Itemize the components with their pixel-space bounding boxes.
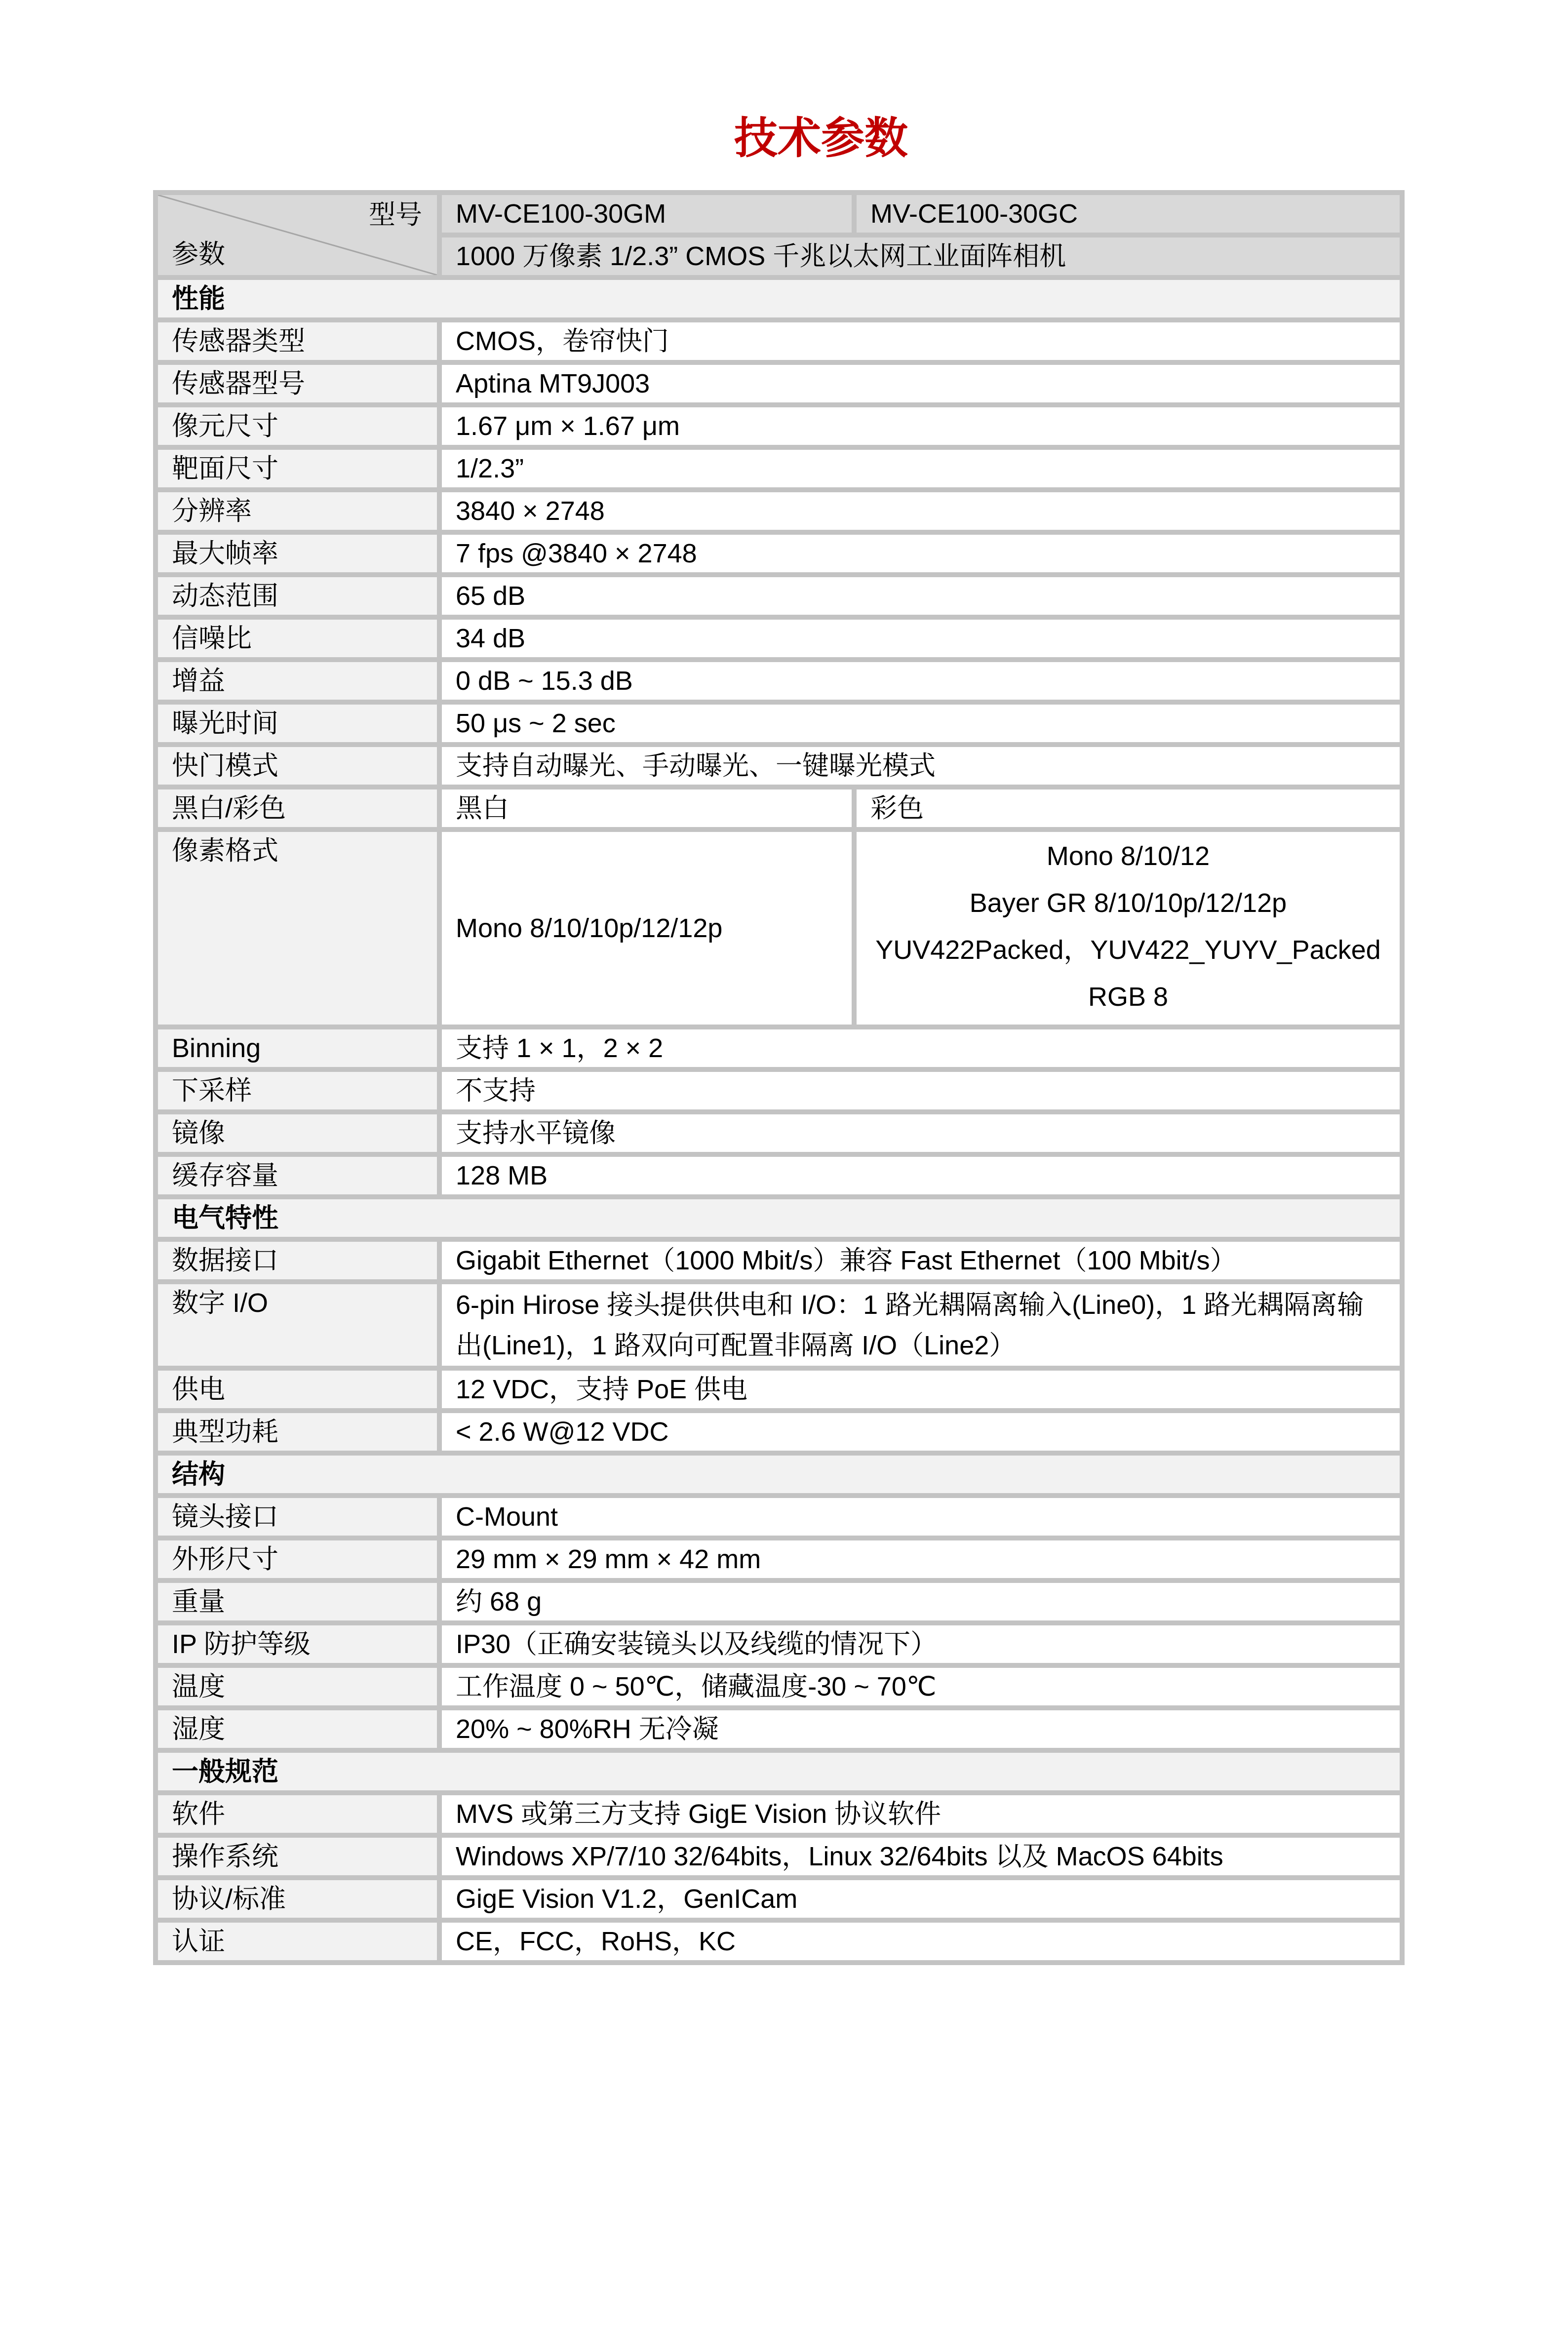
row-label: 数据接口 [158,1242,437,1279]
row-value: 65 dB [442,577,1400,615]
row-value: 工作温度 0 ~ 50℃，储藏温度-30 ~ 70℃ [442,1668,1400,1705]
pixel-format-line: Mono 8/10/12 [1046,841,1210,871]
row-label: 协议/标准 [158,1880,437,1918]
pixel-format-line: YUV422Packed，YUV422_YUYV_Packed [875,935,1381,965]
row-value: 0 dB ~ 15.3 dB [442,662,1400,700]
header-diagonal-cell [158,195,437,275]
header-param-label: 参数 [172,239,225,269]
row-value: 不支持 [442,1072,1400,1109]
row-value-color: 彩色 [857,789,1400,827]
row-value: MVS 或第三方支持 GigE Vision 协议软件 [442,1795,1400,1833]
row-value: 20% ~ 80%RH 无冷凝 [442,1710,1400,1748]
row-label: 数字 I/O [158,1284,437,1366]
row-value: C-Mount [442,1498,1400,1536]
row-value: IP30（正确安装镜头以及线缆的情况下） [442,1625,1400,1663]
page-title: 技术参数 [734,114,908,162]
pixel-format-line: Bayer GR 8/10/10p/12/12p [969,888,1287,918]
row-label: 信噪比 [158,620,437,657]
row-value: Windows XP/7/10 32/64bits，Linux 32/64bits 以及 MacOS 64bits [442,1838,1400,1875]
model-name-gc: MV-CE100-30GC [857,195,1400,233]
row-label: 传感器类型 [158,322,437,360]
row-value: 3840 × 2748 [442,492,1400,530]
row-label: 湿度 [158,1710,437,1748]
spec-table [153,190,1405,1965]
row-value: Aptina MT9J003 [442,365,1400,402]
row-label: 温度 [158,1668,437,1705]
row-label: 典型功耗 [158,1413,437,1451]
row-value: 约 68 g [442,1583,1400,1620]
row-value: 128 MB [442,1157,1400,1194]
section-header: 一般规范 [158,1753,1400,1790]
row-value-mono: Mono 8/10/10p/12/12p [442,832,852,1025]
row-value: Gigabit Ethernet（1000 Mbit/s）兼容 Fast Ethernet（100 Mbit/s） [442,1242,1400,1279]
row-value: 7 fps @3840 × 2748 [442,535,1400,572]
row-value: 1.67 μm × 1.67 μm [442,407,1400,445]
row-value: 6-pin Hirose 接头提供供电和 I/O：1 路光耦隔离输入(Line0)，1 路光耦隔离输出(Line1)，1 路双向可配置非隔离 I/O（Line2） [442,1284,1400,1366]
row-label: 曝光时间 [158,705,437,742]
row-label: 动态范围 [158,577,437,615]
row-label: 缓存容量 [158,1157,437,1194]
row-label: 下采样 [158,1072,437,1109]
row-label: 认证 [158,1923,437,1960]
row-label: Binning [158,1029,437,1067]
row-label: 软件 [158,1795,437,1833]
row-value-mono: 黑白 [442,789,852,827]
row-value: 34 dB [442,620,1400,657]
row-value: 12 VDC，支持 PoE 供电 [442,1371,1400,1408]
row-label: 外形尺寸 [158,1540,437,1578]
row-label: 像元尺寸 [158,407,437,445]
row-value: 50 μs ~ 2 sec [442,705,1400,742]
row-label: 黑白/彩色 [158,789,437,827]
row-label: 重量 [158,1583,437,1620]
section-header: 结构 [158,1456,1400,1493]
row-value: 29 mm × 29 mm × 42 mm [442,1540,1400,1578]
row-label: IP 防护等级 [158,1625,437,1663]
row-value: 支持 1 × 1，2 × 2 [442,1029,1400,1067]
row-label: 镜像 [158,1114,437,1152]
camera-description: 1000 万像素 1/2.3” CMOS 千兆以太网工业面阵相机 [442,237,1400,275]
pixel-format-line: RGB 8 [1088,982,1169,1012]
row-label: 快门模式 [158,747,437,785]
row-value: < 2.6 W@12 VDC [442,1413,1400,1451]
row-value: CMOS，卷帘快门 [442,322,1400,360]
row-label: 分辨率 [158,492,437,530]
row-label: 靶面尺寸 [158,450,437,487]
section-header: 性能 [158,280,1400,317]
row-value: GigE Vision V1.2，GenICam [442,1880,1400,1918]
row-value: 支持水平镜像 [442,1114,1400,1152]
header-model-label: 型号 [369,200,422,230]
row-value: 1/2.3” [442,450,1400,487]
row-label: 增益 [158,662,437,700]
row-value: CE，FCC，RoHS，KC [442,1923,1400,1960]
row-label: 供电 [158,1371,437,1408]
row-label: 像素格式 [158,832,437,1025]
row-value-color [857,832,1400,1025]
row-label: 镜头接口 [158,1498,437,1536]
row-label: 操作系统 [158,1838,437,1875]
row-value: 支持自动曝光、手动曝光、一键曝光模式 [442,747,1400,785]
row-label: 传感器型号 [158,365,437,402]
section-header: 电气特性 [158,1199,1400,1237]
model-name-gm: MV-CE100-30GM [442,195,852,233]
row-label: 最大帧率 [158,535,437,572]
